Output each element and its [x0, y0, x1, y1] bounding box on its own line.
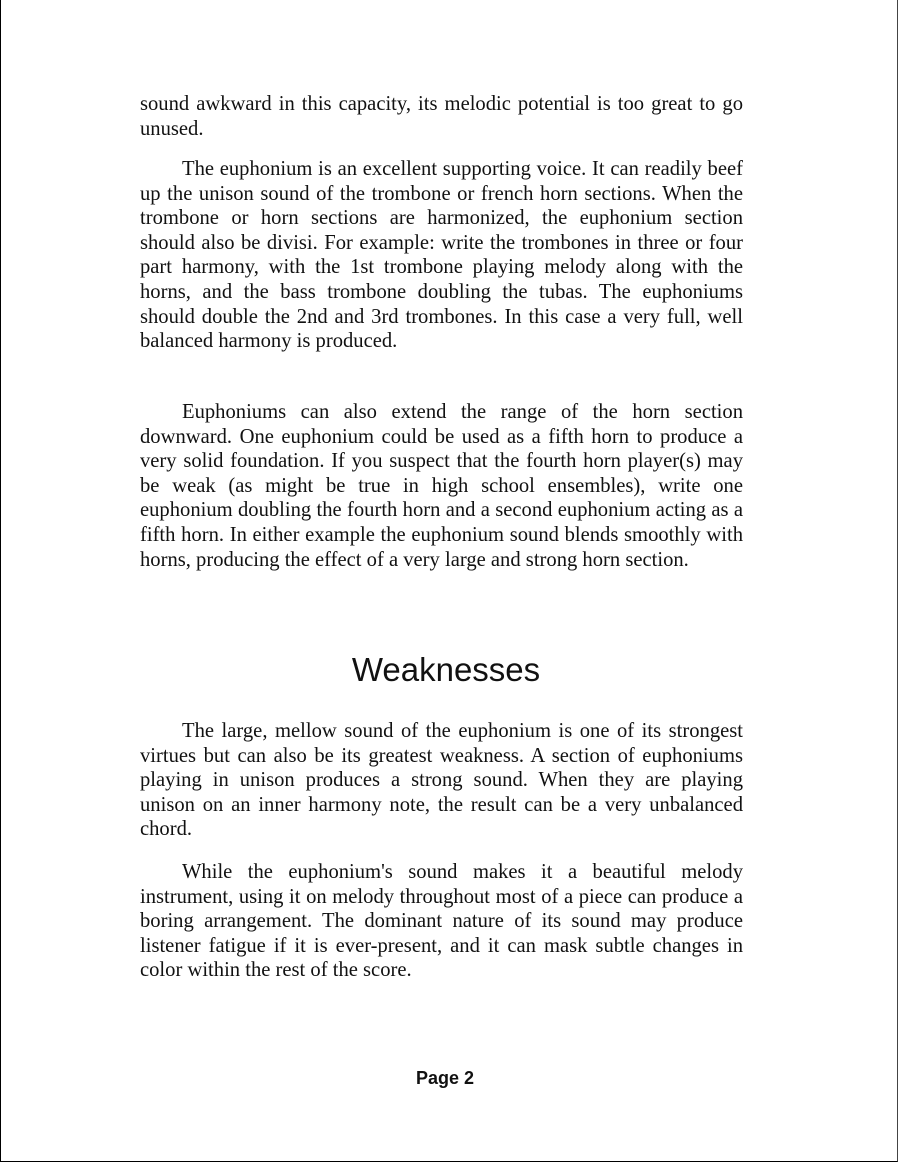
- paragraph-large-mellow-sound: The large, mellow sound of the euphonium is one of its strongest virtues but can also be its greatest weakness. A section of euphoniums playing in unison produces a strong sound. When they are playing unison on an inner harmony note, the result can be a very unbalanced chord.: [140, 720, 743, 841]
- paragraph-supporting-voice: The euphonium is an excellent supporting voice. It can readily beef up the unison sound of the trombone or french horn sections. When the trombone or horn sections are harmonized, the euphonium section should also be divisi. For example: write the trombones in three or four part harmony, with the 1st trombone playing melody along with the horns, and the bass trombone doubling the tubas. The euphoniums should double the 2nd and 3rd trombones. In this case a very full, well balanced harmony is produced.: [140, 158, 743, 353]
- paragraph-continuation: sound awkward in this capacity, its melodic potential is too great to go unused.: [140, 93, 743, 140]
- paragraph-horn-extension: Euphoniums can also extend the range of the horn section downward. One euphonium could be used as a fifth horn to produce a very solid foundation. If you suspect that the fourth horn player(s) may be weak (as might be true in high school ensembles), write one euphonium doubling the fourth horn and a second euphonium acting as a fifth horn. In either example the euphonium sound blends smoothly with horns, producing the effect of a very large and strong horn section.: [140, 401, 743, 571]
- section-heading-weaknesses: Weaknesses: [351, 651, 541, 688]
- paragraph-melody-fatigue: While the euphonium's sound makes it a beautiful melody instrument, using it on melody throughout most of a piece can produce a boring arrangement. The dominant nature of its sound may produce listener fatigue if it is ever-present, and it can mask subtle changes in color within the rest of the score.: [140, 861, 743, 982]
- page-number: Page 2: [415, 1068, 475, 1088]
